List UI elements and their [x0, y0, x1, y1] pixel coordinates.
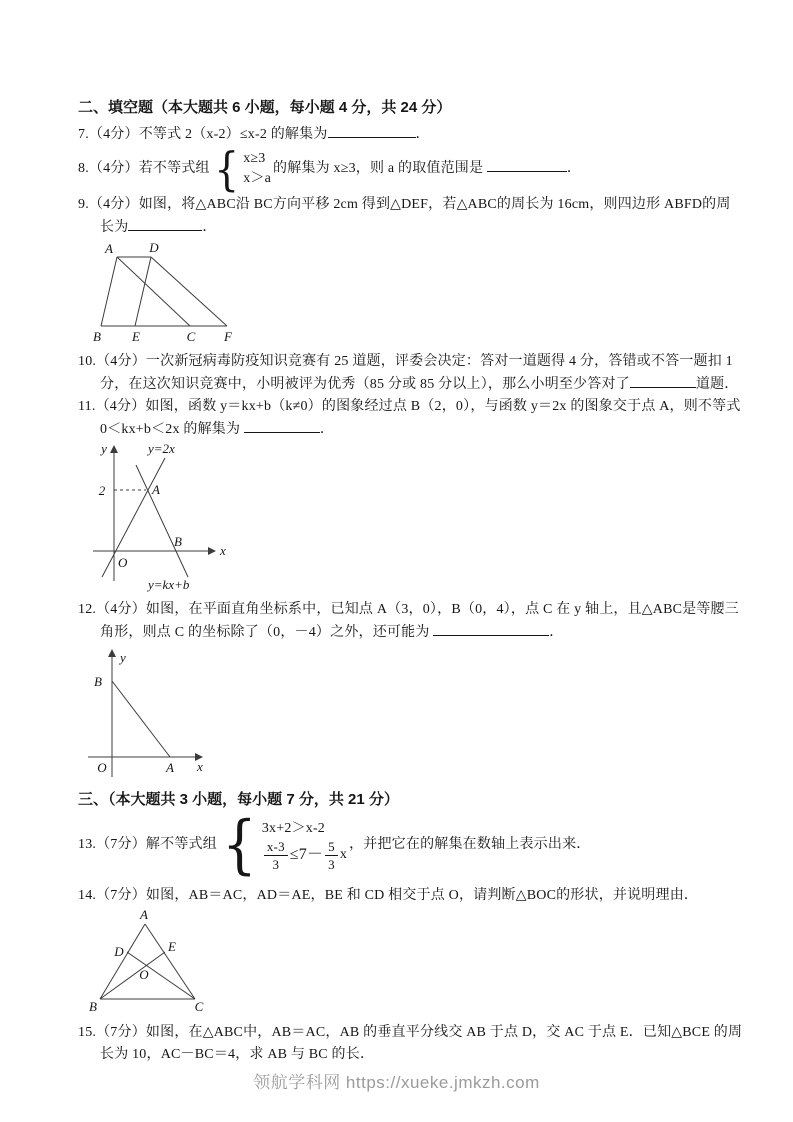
section-two-title: 二、填空题（本大题共 6 小题，每小题 4 分，共 24 分）	[78, 99, 452, 116]
question-11-number: 11.	[78, 399, 96, 414]
question-7-period: ．	[415, 127, 430, 142]
fig9-label-F: F	[224, 329, 232, 344]
figure-q14-svg	[80, 909, 210, 1014]
question-14-score: （7分）	[96, 888, 146, 903]
question-7	[78, 123, 744, 146]
fig11-point-B-label: B	[174, 534, 182, 549]
question-13-inequality-system	[219, 808, 348, 882]
fig9-label-B: B	[93, 329, 101, 344]
question-15-text: 如图，在△ABC中，AB＝AC，AB 的垂直平分线交 AB 于点 D，交 AC 于点 E．已知△BCE 的周长为 10，AC－BC＝4，求 AB 与 BC 的长．	[100, 1025, 743, 1062]
question-8-score: （4分）	[88, 161, 139, 177]
figure-q14-triangle-cevians	[80, 909, 744, 1014]
question-12-answer-blank	[433, 621, 549, 636]
figure-q12-coordinate-triangle	[85, 646, 744, 781]
fig11-origin-label: O	[118, 555, 128, 570]
fig11-y-axis-label: y	[101, 441, 107, 456]
question-10-end: 道题．	[695, 377, 739, 392]
figure-q11-linear-graphs	[90, 441, 744, 593]
fig11-x-axis-label: x	[220, 543, 226, 558]
question-8	[78, 142, 744, 196]
fig9-label-D: D	[149, 241, 159, 255]
fig11-line-kxb-label: y=kx+b	[148, 577, 190, 592]
question-13-text-post: ，并把它在的解集在数轴上表示出来．	[349, 837, 591, 853]
section-three-title: 三、（本大题共 3 小题，每小题 7 分，共 21 分）	[78, 791, 399, 808]
question-8-inequality-system	[212, 142, 272, 196]
question-8-text-mid: 的解集为 x≥3，则 a 的取值范围是	[273, 161, 487, 177]
fig12-origin-label: O	[97, 760, 107, 775]
figure-q9-translated-triangles	[78, 241, 744, 345]
question-10-number: 10.	[78, 354, 97, 369]
question-12-text: 如图，在平面直角坐标系中，已知点 A（3，0），B（0，4），点 C 在 y 轴上，且△ABC是等腰三角形，则点 C 的坐标除了（0，－4）之外，还可能为	[100, 602, 739, 640]
question-15	[78, 1022, 744, 1066]
question-8-text-pre: 若不等式组	[138, 161, 210, 177]
footer-text: 领航学科网 https://xueke.jmkzh.com	[253, 1073, 540, 1092]
figure-q12-svg	[85, 646, 215, 781]
fig11-tick-2: 2	[98, 483, 106, 498]
fig14-label-B: B	[89, 999, 97, 1014]
question-9-score: （4分）	[88, 197, 139, 212]
question-10-text: 一次新冠病毒防疫知识竞赛有 25 道题，评委会决定：答对一道题得 4 分，答错或不答一题扣 1 分，在这次知识竞赛中，小明被评为优秀（85 分或 85 分以上），那么小明至少答对了	[100, 354, 733, 392]
question-15-score: （7分）	[96, 1025, 146, 1040]
question-11	[78, 396, 744, 441]
question-9-answer-blank	[128, 216, 202, 231]
fig11-point-A-label: A	[152, 482, 160, 497]
question-11-period: ．	[319, 422, 335, 437]
question-7-text: 不等式 2（x-2）≤x-2 的解集为	[138, 127, 328, 142]
question-13-number: 13.	[78, 837, 97, 853]
question-11-score: （4分）	[95, 399, 146, 414]
question-9-number: 9.	[78, 197, 89, 212]
question-9-period: ．	[202, 220, 217, 235]
question-13-text-pre: 解不等式组	[145, 837, 217, 853]
question-9	[78, 194, 744, 239]
fig14-label-A: A	[140, 909, 148, 922]
fig14-label-O: O	[139, 967, 149, 982]
fig12-point-A-label: A	[166, 760, 174, 775]
fraction-5-over-3: $\frac{5}{3}$	[325, 839, 338, 872]
fig12-point-B-label: B	[94, 674, 102, 689]
system-row-1: x≥3	[243, 151, 266, 166]
fig9-label-A: A	[105, 241, 113, 256]
question-8-period: ．	[566, 161, 582, 177]
question-11-text: 如图，函数 y＝kx+b（k≠0）的图象经过点 B（2，0），与函数 y＝2x 的图象交于点 A，则不等式 0＜kx+b＜2x 的解集为	[100, 399, 741, 437]
question-12	[78, 599, 744, 644]
question-12-number: 12.	[78, 602, 97, 617]
question-15-number: 15.	[78, 1025, 97, 1040]
question-10-answer-blank	[630, 373, 696, 388]
question-13-score: （7分）	[96, 837, 146, 853]
fig12-y-axis-label: y	[120, 650, 126, 665]
paper-content	[78, 97, 744, 1066]
site-watermark-footer	[0, 1068, 793, 1093]
question-9-text: 如图，将△ABC沿 BC方向平移 2cm 得到△DEF，若△ABC的周长为 16cm，则四边形 ABFD的周长为	[100, 197, 731, 235]
question-7-answer-blank	[328, 123, 416, 138]
question-14	[78, 885, 744, 907]
question-14-number: 14.	[78, 888, 97, 903]
system-brace: {	[213, 142, 239, 196]
question-12-score: （4分）	[96, 602, 146, 617]
question-13	[78, 808, 744, 882]
fig11-line-y2x-label: y=2x	[148, 441, 175, 456]
inequality-tail: x	[339, 847, 348, 862]
system-brace: {	[221, 808, 257, 882]
question-10-score: （4分）	[96, 354, 146, 369]
fig14-label-E: E	[168, 939, 176, 954]
system-row-2: x＞a	[243, 171, 272, 186]
question-8-answer-blank	[487, 157, 567, 172]
question-14-text: 如图，AB＝AC，AD＝AE，BE 和 CD 相交于点 O，请判断△BOC的形状，并说明理由．	[145, 888, 699, 903]
fraction-x-minus-3-over-3: $\frac{x-3}{3}$	[264, 839, 288, 872]
system-row-2	[262, 839, 347, 872]
figure-q9-svg	[78, 241, 248, 345]
fig14-label-C: C	[194, 999, 204, 1014]
question-7-number: 7.	[78, 127, 89, 142]
question-12-period: ．	[549, 625, 564, 640]
fig9-label-E: E	[132, 329, 140, 344]
inequality-mid: ≤7－	[289, 846, 324, 863]
question-7-score: （4分）	[88, 127, 139, 142]
question-8-number: 8.	[78, 161, 89, 177]
fig9-label-C: C	[186, 329, 196, 344]
fig12-x-axis-label: x	[197, 759, 203, 774]
system-row-1: 3x+2＞x-2	[261, 820, 326, 836]
fig14-label-D: D	[114, 944, 124, 959]
question-10	[78, 351, 744, 396]
figure-q11-svg	[90, 441, 240, 593]
question-11-answer-blank	[244, 418, 320, 433]
